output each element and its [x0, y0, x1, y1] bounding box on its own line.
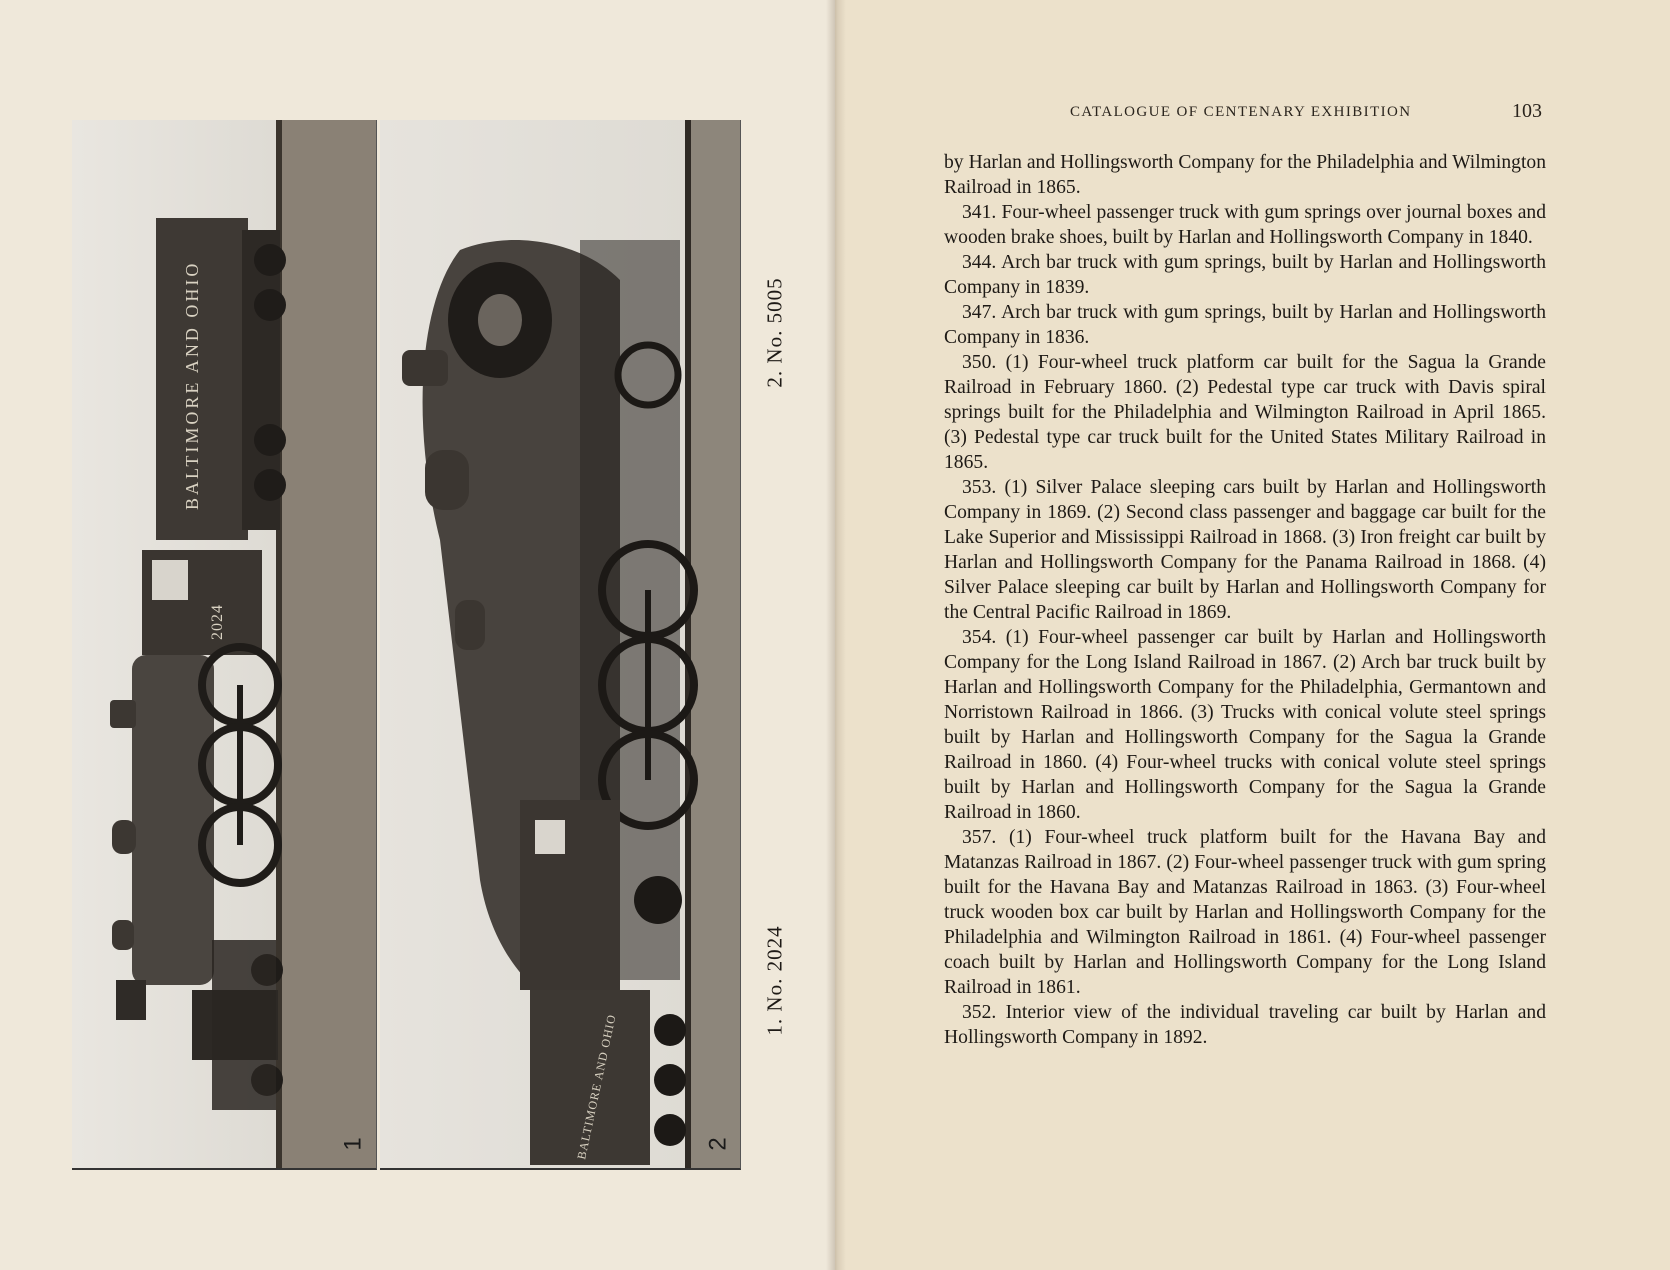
track-bed [688, 120, 740, 1168]
tender-body [156, 218, 248, 540]
boiler [132, 655, 214, 985]
locomotive-2024-illustration [72, 120, 376, 1168]
photo-plate [72, 120, 740, 1168]
paragraph-344: 344. Arch bar truck with gum springs, built by Harlan and Hollingsworth Company in 1839. [944, 252, 1546, 298]
tender-wheel [254, 244, 286, 276]
tender-wheel [654, 1014, 686, 1046]
smokestack [116, 980, 146, 1020]
tender-lettering: BALTIMORE AND OHIO [574, 1012, 619, 1161]
tender-wheel [254, 424, 286, 456]
paragraph-354: 354. (1) Four-wheel passenger car built by Harlan and Hollingsworth Company for the Long Island Railroad in 1867. (2) Arch bar truck built by Harlan and Hollingsworth Company for the Philadelphia, Germantown and Norristown Railroad in 1866. (3) Trucks with conical volute steel springs built by Harlan and Hollingsworth Company for the Sagua la Grande Railroad in 1860. (4) Four-wheel trucks with conical volute steel springs built by Harlan and Hollingsworth Company for the Sagua la Grande Railroad in 1860. [944, 627, 1546, 823]
locomotive-photo-5005 [380, 120, 741, 1170]
caption-no-5005: 2. No. 5005 [762, 277, 787, 388]
stack [402, 350, 448, 386]
locomotive-5005-illustration [380, 120, 740, 1168]
paragraph-352: 352. Interior view of the individual traveling car built by Harlan and Hollingsworth Company in 1892. [944, 1002, 1546, 1048]
cylinder-assembly [212, 940, 276, 1110]
paragraph-341: 341. Four-wheel passenger truck with gum springs over journal boxes and wooden brake shoes, built by Harlan and Hollingsworth Company in 1840. [944, 202, 1546, 248]
locomotive-photo-2024 [72, 120, 377, 1170]
track-bed [277, 120, 376, 1168]
dome [425, 450, 469, 510]
cab-window [152, 560, 188, 600]
paragraph-353: 353. (1) Silver Palace sleeping cars built by Harlan and Hollingsworth Company in 1869. (2) Second class passenger and baggage car built for the Lake Superior and Mississippi Railroad in 1868. (3) Iron freight car built by Harlan and Hollingsworth Company for the Panama Railroad in 1868. (4) Silver Palace sleeping car built by Harlan and Hollingsworth Company for the Central Pacific Railroad in 1869. [944, 477, 1546, 623]
plate-number-1: 1 [339, 1137, 367, 1151]
page-number: 103 [1512, 100, 1542, 122]
paragraph-continued: by Harlan and Hollingsworth Company for the Philadelphia and Wilmington Railroad in 1865. [944, 152, 1546, 198]
running-head: CATALOGUE OF CENTENARY EXHIBITION [1070, 104, 1412, 120]
plate-number-2: 2 [704, 1137, 732, 1151]
tender-wheel [654, 1064, 686, 1096]
cab-number: 2024 [209, 604, 226, 640]
bell [112, 920, 134, 950]
book-gutter [826, 0, 846, 1270]
paragraph-357: 357. (1) Four-wheel truck platform built for the Havana Bay and Matanzas Railroad in 1867. (2) Four-wheel passenger truck with gum spring built for the Havana Bay and Matanzas Railroad in 1863. (3) Four-wheel truck wooden box car built by Harlan and Hollingsworth Company for the Philadelphia and Wilmington Railroad in 1861. (4) Four-wheel passenger coach built by Harlan and Hollingsworth Company for the Long Island Railroad in 1861. [944, 827, 1546, 998]
tender-lettering: BALTIMORE AND OHIO [182, 260, 202, 510]
paragraph-347: 347. Arch bar truck with gum springs, built by Harlan and Hollingsworth Company in 1836. [944, 302, 1546, 348]
caption-no-2024: 1. No. 2024 [762, 925, 787, 1036]
sand-dome [112, 820, 136, 854]
tender-wheel [254, 469, 286, 501]
rail [685, 120, 691, 1168]
headlight [478, 294, 522, 346]
catalogue-text [944, 150, 1546, 1050]
sand-dome [455, 600, 485, 650]
tender-wheel [254, 289, 286, 321]
cab-window [535, 820, 565, 854]
paragraph-350: 350. (1) Four-wheel truck platform car built for the Sagua la Grande Railroad in February 1860. (2) Pedestal type car truck with Davis spiral springs built for the Philadelphia and Wilmington Railroad in April 1865. (3) Pedestal type car truck built for the United States Military Railroad in 1865. [944, 352, 1546, 473]
dome [110, 700, 136, 728]
trailing-wheel [634, 876, 682, 924]
tender-wheel [654, 1114, 686, 1146]
